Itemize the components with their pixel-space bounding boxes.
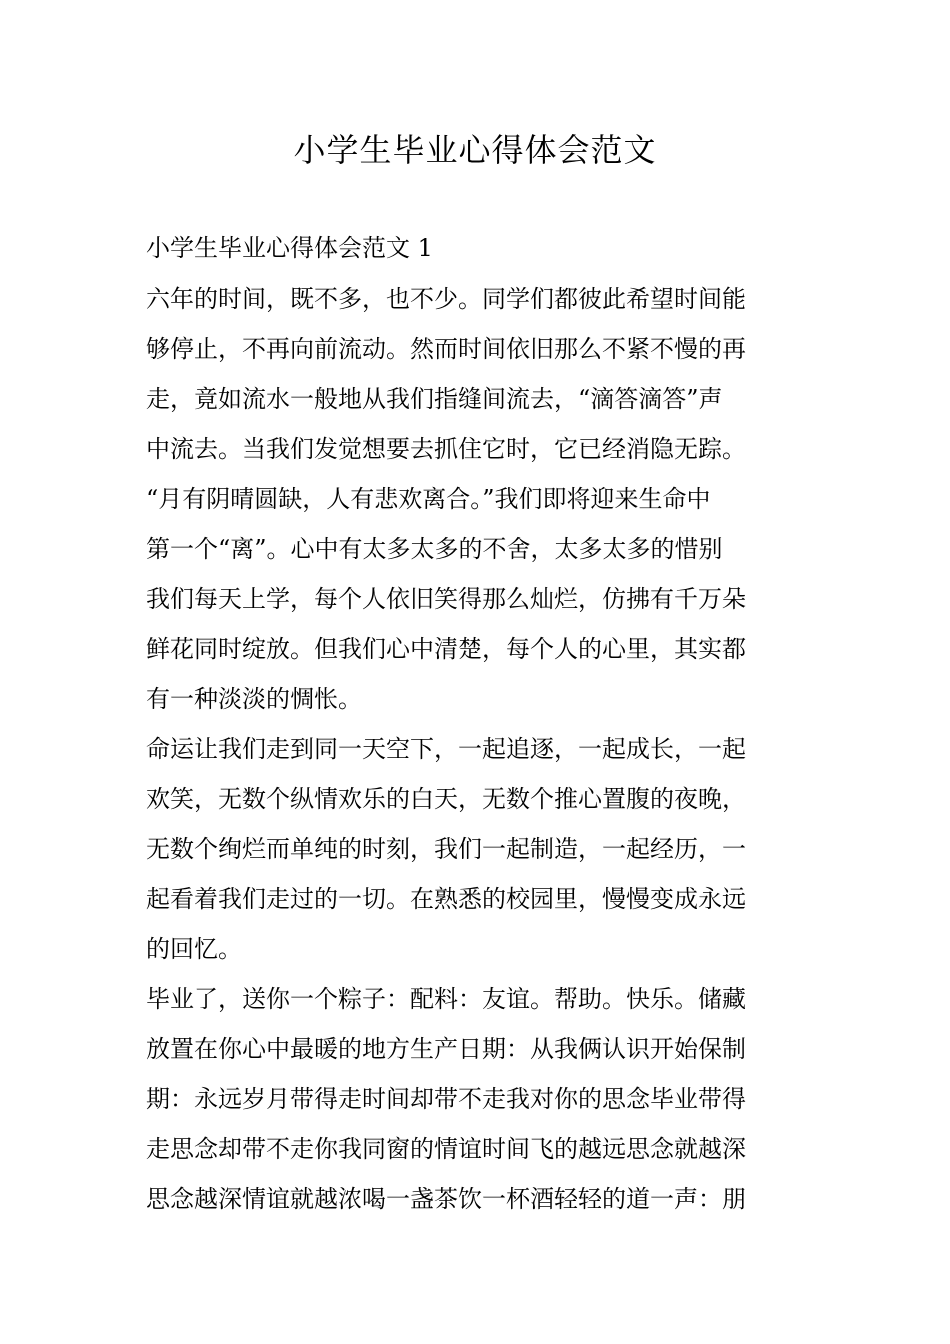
- text-line: 的回忆。: [146, 935, 242, 963]
- text-line: 够停止，不再向前流动。然而时间依旧那么不紧不慢的再: [146, 335, 746, 363]
- text-line: 六年的时间，既不多，也不少。同学们都彼此希望时间能: [146, 285, 746, 313]
- text-line: 第一个“离”。心中有太多太多的不舍，太多太多的惜别: [146, 535, 723, 563]
- text-line: 命运让我们走到同一天空下，一起追逐，一起成长，一起: [146, 735, 746, 763]
- text-line: 期：永远岁月带得走时间却带不走我对你的思念毕业带得: [146, 1085, 746, 1113]
- text-line: 欢笑，无数个纵情欢乐的白天，无数个推心置腹的夜晚，: [146, 785, 746, 813]
- text-line: 中流去。当我们发觉想要去抓住它时，它已经消隐无踪。: [146, 435, 746, 463]
- document-title: 小学生毕业心得体会范文: [293, 131, 657, 169]
- text-line: 我们每天上学，每个人依旧笑得那么灿烂，仿拂有千万朵: [146, 585, 746, 613]
- section-heading: 小学生毕业心得体会范文 1: [146, 234, 433, 262]
- text-line: 起看着我们走过的一切。在熟悉的校园里，慢慢变成永远: [146, 885, 746, 913]
- text-line: 鲜花同时绽放。但我们心中清楚，每个人的心里，其实都: [146, 635, 746, 663]
- text-line: 有一种淡淡的惆怅。: [146, 685, 362, 713]
- text-line: 思念越深情谊就越浓喝一盏茶饮一杯酒轻轻的道一声：朋: [146, 1185, 746, 1213]
- text-line: 毕业了，送你一个粽子：配料：友谊。帮助。快乐。储藏: [146, 985, 746, 1013]
- text-line: “月有阴晴圆缺，人有悲欢离合。”我们即将迎来生命中: [146, 485, 711, 513]
- text-line: 无数个绚烂而单纯的时刻，我们一起制造，一起经历，一: [146, 835, 746, 863]
- text-line: 放置在你心中最暖的地方生产日期：从我俩认识开始保制: [146, 1035, 746, 1063]
- text-line: 走思念却带不走你我同窗的情谊时间飞的越远思念就越深: [146, 1135, 746, 1163]
- text-line: 走，竟如流水一般地从我们指缝间流去，“滴答滴答”声: [146, 385, 723, 413]
- body-text: [146, 279, 810, 1229]
